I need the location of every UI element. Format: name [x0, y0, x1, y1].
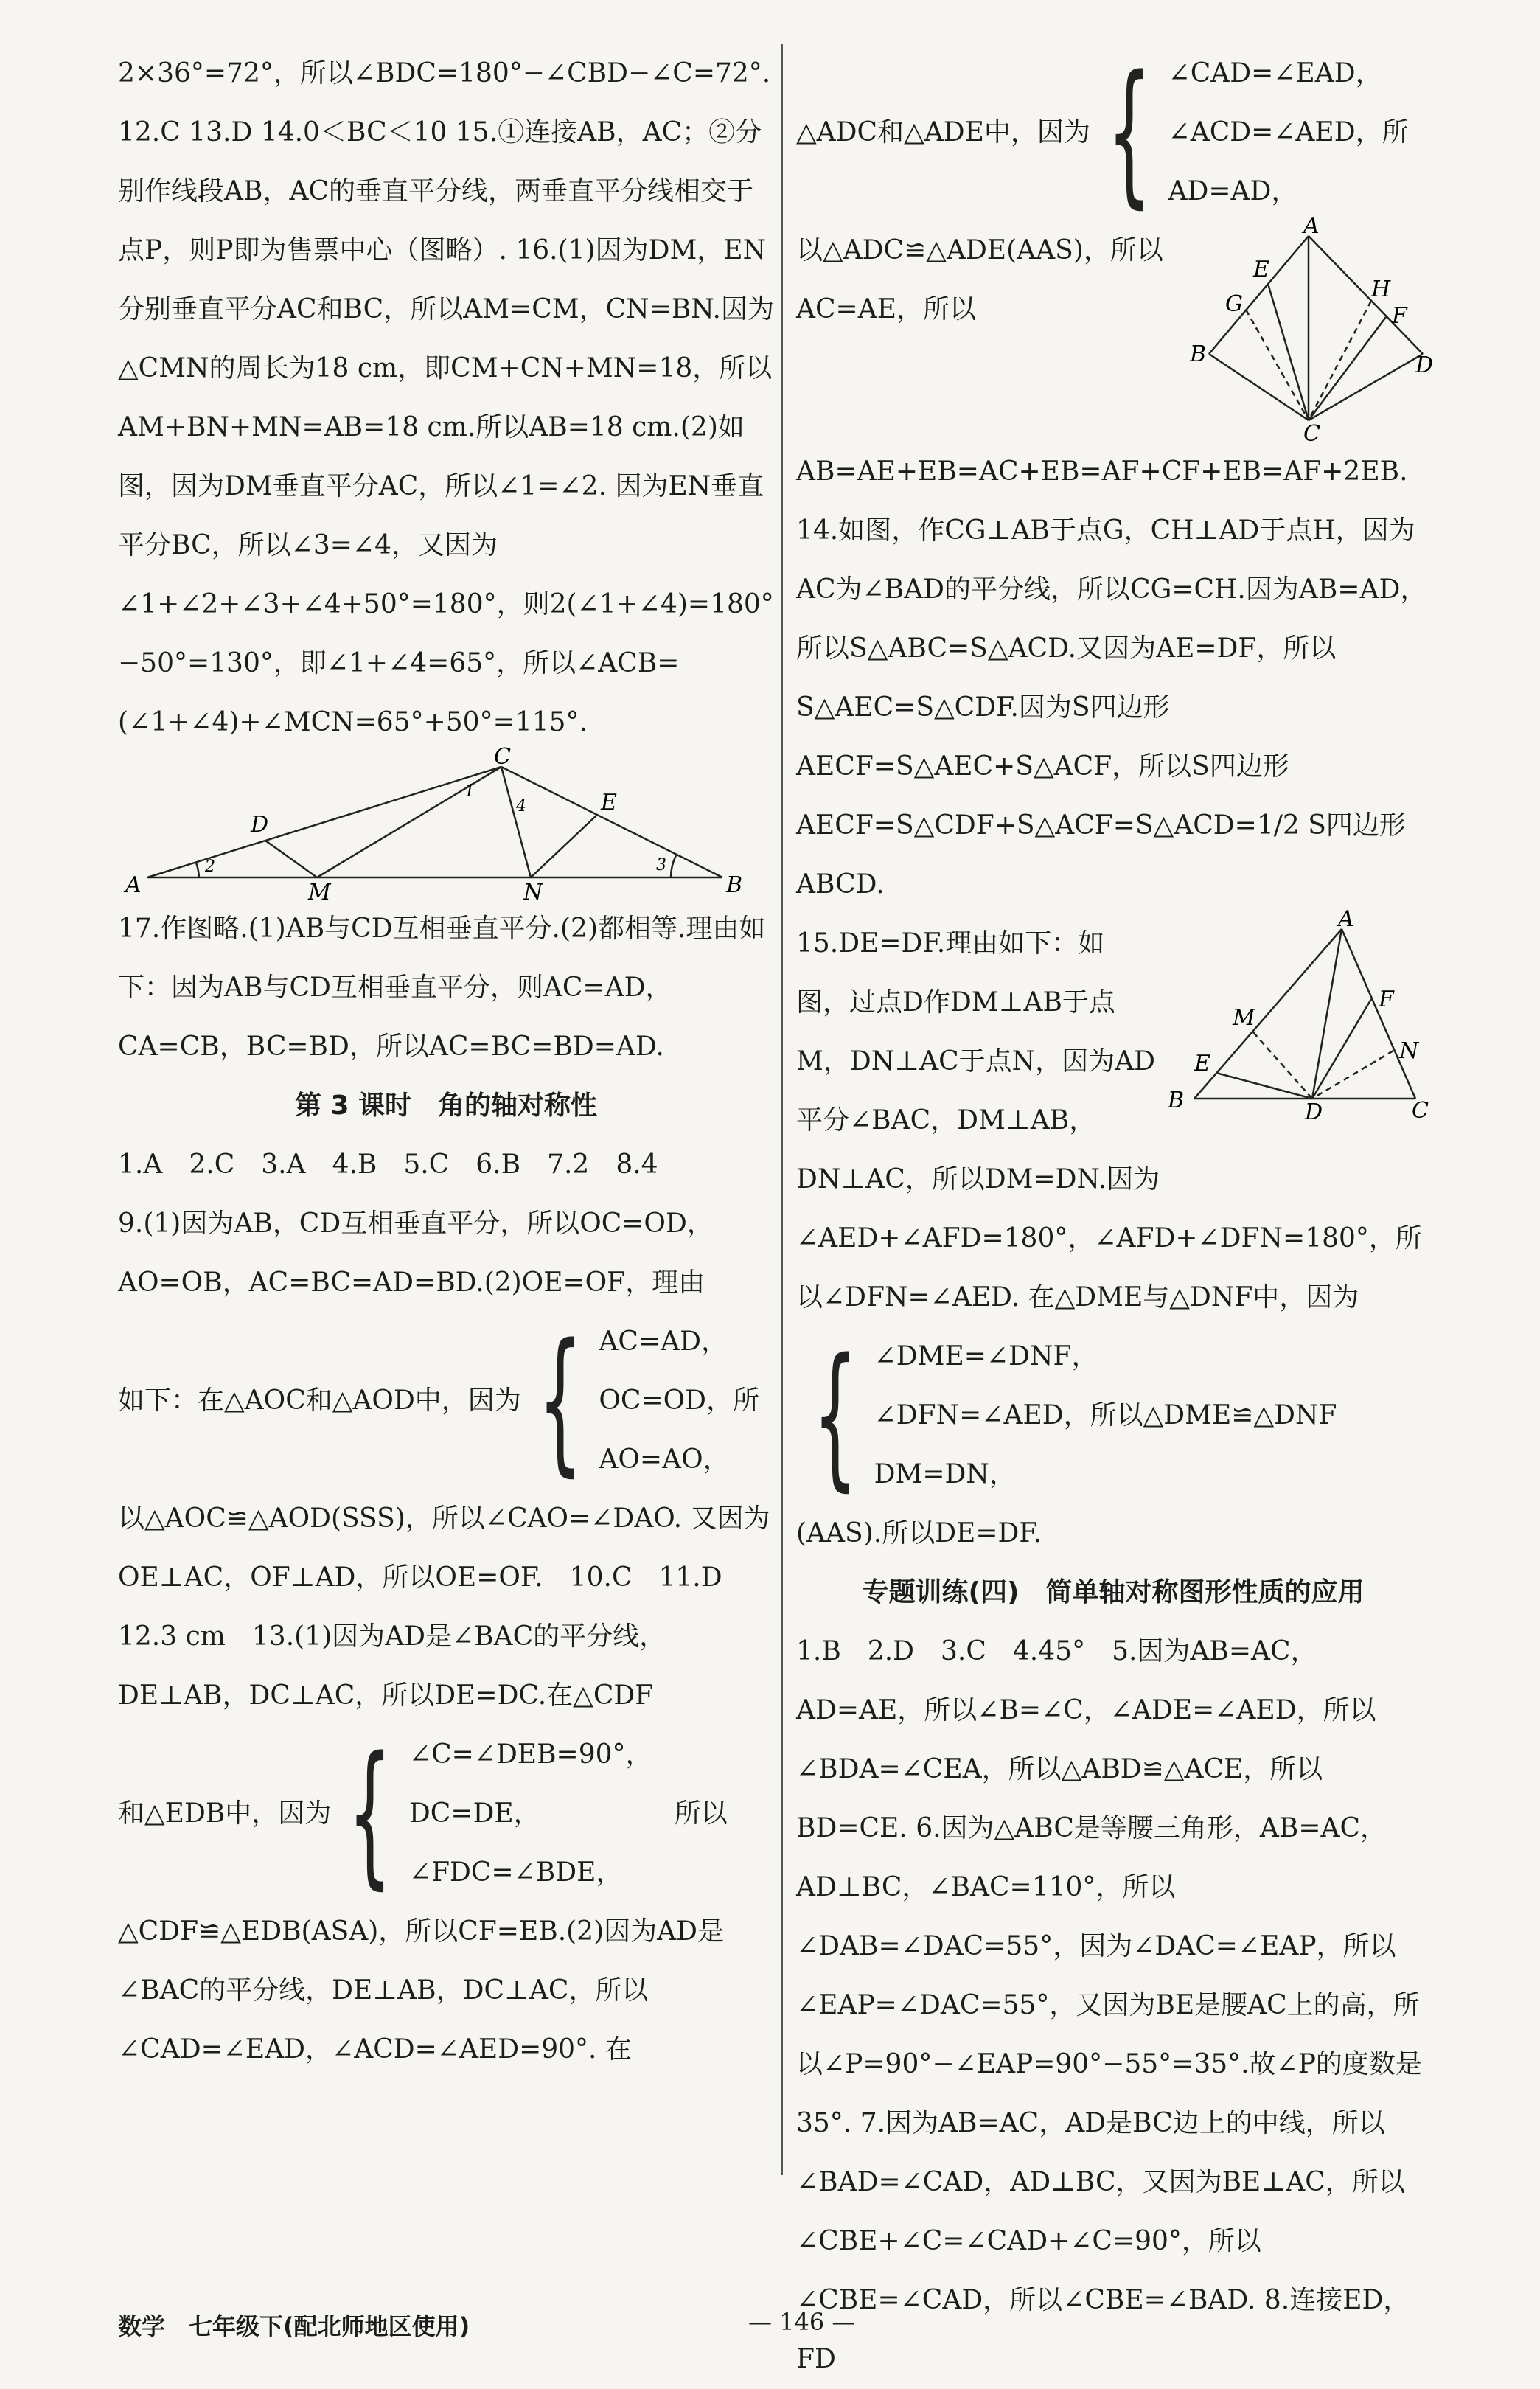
system-line: ∠DFN=∠AED，所以△DME≌△DNF: [874, 1400, 1337, 1430]
fig1-angle-2: 2: [205, 858, 215, 876]
equation-system-dme-dnf: [796, 1327, 1430, 1504]
fig2-label-f: F: [1392, 303, 1407, 329]
section-heading-lesson3: 第 3 课时 角的轴对称性: [294, 1091, 598, 1121]
page-footer: [118, 2308, 1445, 2342]
brace-icon: {: [1107, 42, 1151, 223]
fig2-label-g: G: [1225, 291, 1243, 317]
fig1-label-d: D: [251, 812, 269, 838]
brace-icon: {: [537, 1310, 582, 1491]
right-paragraph-1: 以△ADC≌△ADE(AAS)，所以AC=AE，所以AB=AE+EB=AC+EB=AF+CF+EB=AF+2EB. 14.如图，作CG⊥AB于点G，CH⊥AD于点H，因为AC为∠BAD的平分线，所以CG=CH.因为AB=AD，所以S△ABC=S△ACD.又因为AE=DF，所以S△AEC=S△CDF.因为S四边形AECF=S△AEC+S△ACF，所以S四边形AECF=S△CDF+S△ACF=S△ACD=1/2 S四边形ABCD.: [796, 235, 1427, 900]
fig2-label-d: D: [1415, 352, 1434, 378]
fig2-label-e: E: [1253, 257, 1269, 282]
fig3-label-d: D: [1305, 1099, 1323, 1125]
fig1-label-m: M: [308, 880, 331, 905]
system-intro-text: 和△EDB中，因为: [118, 1798, 332, 1829]
brace-icon: {: [348, 1723, 393, 1904]
fig2-label-b: B: [1190, 341, 1207, 367]
fig1-label-b: B: [726, 872, 743, 898]
page-number: — 146 —: [748, 2308, 856, 2336]
system-line: ∠FDC=∠BDE，: [408, 1857, 623, 1888]
fig1-label-n: N: [523, 880, 543, 905]
brace-icon: {: [812, 1325, 857, 1506]
left-paragraph-11: △CDF≌△EDB(ASA)，所以CF=EB.(2)因为AD是∠BAC的平分线，DE⊥AB，DC⊥AC，所以∠CAD=∠EAD，∠ACD=∠AED=90°. 在: [118, 1916, 724, 2065]
fig1-angle-1: 1: [464, 782, 475, 801]
fig3-label-b: B: [1168, 1088, 1185, 1113]
fig2-label-h: H: [1371, 277, 1391, 302]
left-paragraph-10: 以△AOC≌△AOD(SSS)，所以∠CAO=∠DAO. 又因为OE⊥AC，OF⊥AD，所以OE=OF. 10.C 11.D 12.3 cm 13.(1)因为AD是∠BAC的平分线，DE⊥AB，DC⊥AC，所以DE=DC.在△CDF: [118, 1503, 770, 1711]
fig3-label-a: A: [1338, 906, 1354, 932]
fig2-label-a: A: [1303, 213, 1320, 239]
system-line: OC=OD，: [599, 1385, 734, 1416]
right-paragraph-4: 1.B 2.D 3.C 4.45° 5.因为AB=AC，AD=AE，所以∠B=∠C，∠ADE=∠AED，所以∠BDA=∠CEA，所以△ABD≌△ACE，所以BD=CE. 6.因为△ABC是等腰三角形，AB=AC，AD⊥BC，∠BAC=110°，所以∠DAB=∠DAC=55°，因为∠DAC=∠EAP，所以∠EAP=∠DAC=55°，又因为BE是腰AC上的高，所以∠P=90°−∠EAP=90°−55°=35°.故∠P的度数是35°. 7.因为AB=AC，AD是BC边上的中线，所以∠BAD=∠CAD，AD⊥BC，又因为BE⊥AC，所以∠CBE+∠C=∠CAD+∠C=90°，所以∠CBE=∠CAD，所以∠CBE=∠BAD. 8.连接ED，FD: [796, 1636, 1422, 2374]
fig1-angle-3: 3: [656, 856, 666, 874]
figure-quadrilateral-abcd: [1187, 213, 1434, 447]
column-divider: [781, 44, 783, 2175]
right-paragraph-3: (AAS).所以DE=DF.: [796, 1518, 1042, 1548]
system-line: AO=AO，: [599, 1444, 730, 1475]
equation-system-cdf-edb: [118, 1725, 774, 1902]
figure-triangle-abc-bisector: [1165, 906, 1430, 1125]
fig3-label-f: F: [1379, 987, 1394, 1012]
fig1-label-a: A: [125, 872, 142, 898]
equation-system-adc-ade: [796, 44, 1430, 221]
right-column: [796, 42, 1434, 2389]
left-paragraph-9: 9.(1)因为AB，CD互相垂直平分，所以OC=OD，AO=OB，AC=BC=AD=BD.(2)OE=OF，理由: [118, 1209, 714, 1298]
fig2-label-c: C: [1303, 421, 1320, 447]
fig3-label-c: C: [1412, 1098, 1429, 1124]
left-paragraph-1: 2×36°=72°，所以∠BDC=180°−∠CBD−∠C=72°. 12.C 13.D 14.0＜BC＜10 15.①连接AB，AC；②分别作线段AB，AC的垂直平分线，两垂直平分线相交于点P，则P即为售票中心（图略）. 16.(1)因为DM，EN分别垂直平分AC和BC，所以AM=CM，CN=BN.因为△CMN的周长为18 cm，即CM+CN+MN=18，所以AM+BN+MN=AB=18 cm.所以AB=18 cm.(2)如图，因为DM垂直平分AC，所以∠1=∠2. 因为EN垂直平分BC，所以∠3=∠4，又因为∠1+∠2+∠3+∠4+50°=180°，则2(∠1+∠4)=180°−50°=130°，即∠1+∠4=65°，所以∠ACB=(∠1+∠4)+∠MCN=65°+50°=115°.: [118, 58, 774, 737]
left-paragraph-2: 17.作图略.(1)AB与CD互相垂直平分.(2)都相等.理由如下：因为AB与CD互相垂直平分，则AC=AD，CA=CB，BC=BD，所以AC=BC=BD=AD.: [118, 914, 766, 1062]
fig1-label-e: E: [601, 790, 617, 816]
system-line: ∠C=∠DEB=90°，: [408, 1739, 652, 1770]
system-suffix-text: 所以: [674, 1798, 728, 1829]
system-line: AC=AD，: [599, 1326, 728, 1357]
equation-system-aoc-aod: [118, 1312, 774, 1489]
right-paragraph-2: 15.DE=DF.理由如下：如图，过点D作DM⊥AB于点M，DN⊥AC于点N，因为AD平分∠BAC，DM⊥AB，DN⊥AC，所以DM=DN.因为∠AED+∠AFD=180°，∠AFD+∠DFN=180°，所以∠DFN=∠AED. 在△DME与△DNF中，因为: [796, 928, 1422, 1312]
fig1-label-c: C: [494, 744, 511, 770]
system-line: DC=DE，: [408, 1798, 540, 1829]
system-intro-text: △ADC和△ADE中，因为: [796, 117, 1090, 147]
fig3-label-e: E: [1194, 1051, 1210, 1077]
system-line: ∠DME=∠DNF，: [874, 1341, 1098, 1371]
left-answers-1-8: 1.A 2.C 3.A 4.B 5.C 6.B 7.2 8.4: [118, 1150, 658, 1180]
system-line: ∠ACD=∠AED，所: [1168, 117, 1409, 147]
system-line: DM=DN，: [874, 1459, 1016, 1489]
system-line: AD=AD，: [1168, 176, 1298, 206]
system-intro-text: 如下：在△AOC和△AOD中，因为: [118, 1385, 521, 1416]
figure-triangle-amnb: [118, 744, 774, 905]
fig3-label-m: M: [1233, 1005, 1255, 1031]
system-line: ∠CAD=∠EAD，: [1168, 58, 1382, 88]
system-suffix-text: 所: [733, 1385, 760, 1416]
section-heading-special-training: 专题训练(四) 简单轴对称图形性质的应用: [862, 1577, 1365, 1607]
footer-subject: 数学 七年级下(配北师地区使用): [118, 2312, 470, 2340]
fig3-label-n: N: [1399, 1038, 1419, 1064]
fig1-angle-4: 4: [516, 797, 526, 816]
left-column: [118, 44, 774, 2079]
